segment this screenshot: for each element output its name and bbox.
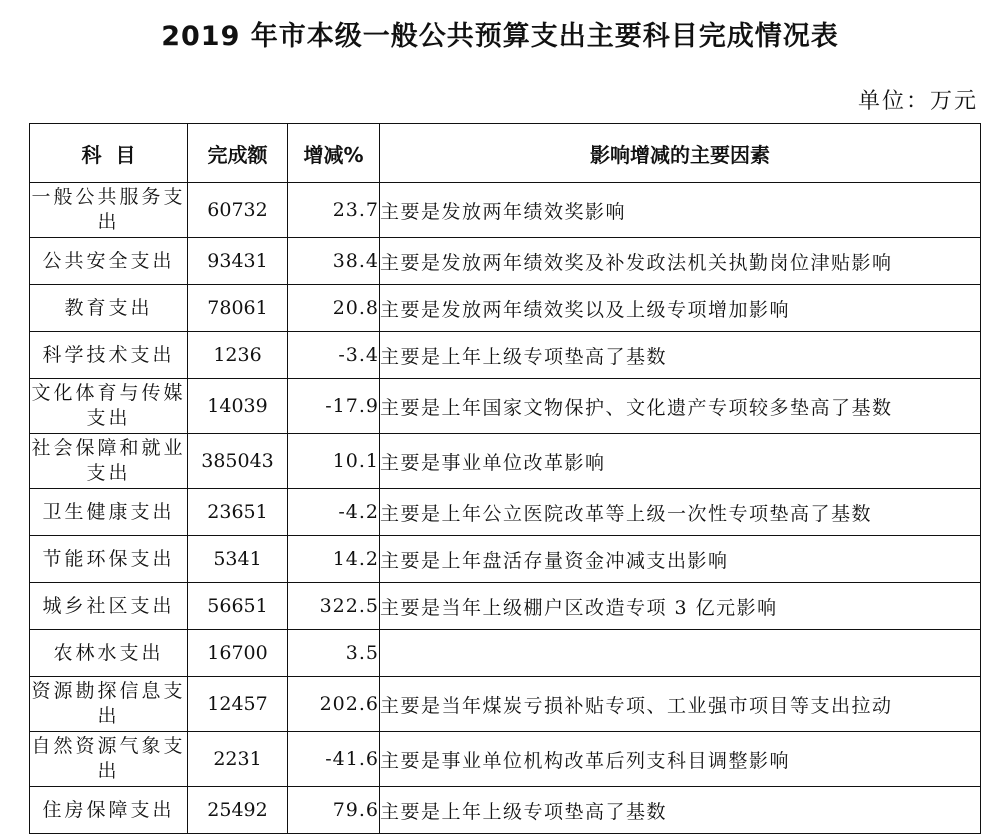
- cell-amount: 385043: [188, 434, 288, 489]
- cell-change: -3.4: [288, 332, 380, 379]
- cell-reason: 主要是上年盘活存量资金冲减支出影响: [380, 536, 981, 583]
- cell-reason: 主要是上年上级专项垫高了基数: [380, 332, 981, 379]
- cell-change: -41.6: [288, 732, 380, 787]
- cell-amount: 78061: [188, 285, 288, 332]
- table-row: [30, 583, 981, 630]
- cell-subject: 资源勘探信息支出: [30, 677, 188, 732]
- cell-amount: 5341: [188, 536, 288, 583]
- cell-change: 20.8: [288, 285, 380, 332]
- cell-reason: 主要是事业单位机构改革后列支科目调整影响: [380, 732, 981, 787]
- header-reason: 影响增减的主要因素: [380, 124, 981, 183]
- table-row: [30, 677, 981, 732]
- table-row: [30, 332, 981, 379]
- cell-reason: [380, 630, 981, 677]
- cell-amount: 14039: [188, 379, 288, 434]
- cell-reason: 主要是当年煤炭亏损补贴专项、工业强市项目等支出拉动: [380, 677, 981, 732]
- cell-subject: 节能环保支出: [30, 536, 188, 583]
- page-title: 2019 年市本级一般公共预算支出主要科目完成情况表: [161, 21, 839, 52]
- table-row: [30, 434, 981, 489]
- cell-change: 38.4: [288, 238, 380, 285]
- table-row: [30, 489, 981, 536]
- cell-subject: 文化体育与传媒支出: [30, 379, 188, 434]
- cell-amount: 60732: [188, 183, 288, 238]
- cell-subject: 自然资源气象支出: [30, 732, 188, 787]
- cell-subject: 公共安全支出: [30, 238, 188, 285]
- cell-amount: 93431: [188, 238, 288, 285]
- cell-change: 23.7: [288, 183, 380, 238]
- header-change: 增减%: [288, 124, 380, 183]
- cell-amount: 1236: [188, 332, 288, 379]
- table-row: [30, 285, 981, 332]
- header-amount: 完成额: [188, 124, 288, 183]
- cell-change: -17.9: [288, 379, 380, 434]
- cell-reason: 主要是事业单位改革影响: [380, 434, 981, 489]
- cell-reason: 主要是上年国家文物保护、文化遗产专项较多垫高了基数: [380, 379, 981, 434]
- table-row: [30, 379, 981, 434]
- cell-change: 14.2: [288, 536, 380, 583]
- cell-reason: 主要是发放两年绩效奖及补发政法机关执勤岗位津贴影响: [380, 238, 981, 285]
- table-row: [30, 630, 981, 677]
- cell-reason: 主要是发放两年绩效奖以及上级专项增加影响: [380, 285, 981, 332]
- cell-amount: 23651: [188, 489, 288, 536]
- cell-change: 322.5: [288, 583, 380, 630]
- table-row: [30, 787, 981, 834]
- cell-amount: 12457: [188, 677, 288, 732]
- cell-reason: 主要是上年公立医院改革等上级一次性专项垫高了基数: [380, 489, 981, 536]
- cell-subject: 社会保障和就业支出: [30, 434, 188, 489]
- unit-label: 单位：万元: [857, 89, 978, 114]
- cell-amount: 16700: [188, 630, 288, 677]
- cell-change: 79.6: [288, 787, 380, 834]
- budget-table: [29, 123, 981, 834]
- cell-change: -4.2: [288, 489, 380, 536]
- cell-change: 3.5: [288, 630, 380, 677]
- table-row: [30, 238, 981, 285]
- table-row: [30, 536, 981, 583]
- cell-subject: 住房保障支出: [30, 787, 188, 834]
- cell-subject: 一般公共服务支出: [30, 183, 188, 238]
- table-row: [30, 183, 981, 238]
- cell-reason: 主要是当年上级棚户区改造专项 3 亿元影响: [380, 583, 981, 630]
- header-subject: 科目: [30, 124, 188, 183]
- cell-subject: 城乡社区支出: [30, 583, 188, 630]
- cell-amount: 56651: [188, 583, 288, 630]
- cell-subject: 教育支出: [30, 285, 188, 332]
- cell-subject: 科学技术支出: [30, 332, 188, 379]
- cell-amount: 25492: [188, 787, 288, 834]
- cell-change: 202.6: [288, 677, 380, 732]
- header-row: [30, 124, 981, 183]
- cell-subject: 卫生健康支出: [30, 489, 188, 536]
- table-row: [30, 732, 981, 787]
- cell-subject: 农林水支出: [30, 630, 188, 677]
- cell-reason: 主要是上年上级专项垫高了基数: [380, 787, 981, 834]
- cell-amount: 2231: [188, 732, 288, 787]
- cell-change: 10.1: [288, 434, 380, 489]
- cell-reason: 主要是发放两年绩效奖影响: [380, 183, 981, 238]
